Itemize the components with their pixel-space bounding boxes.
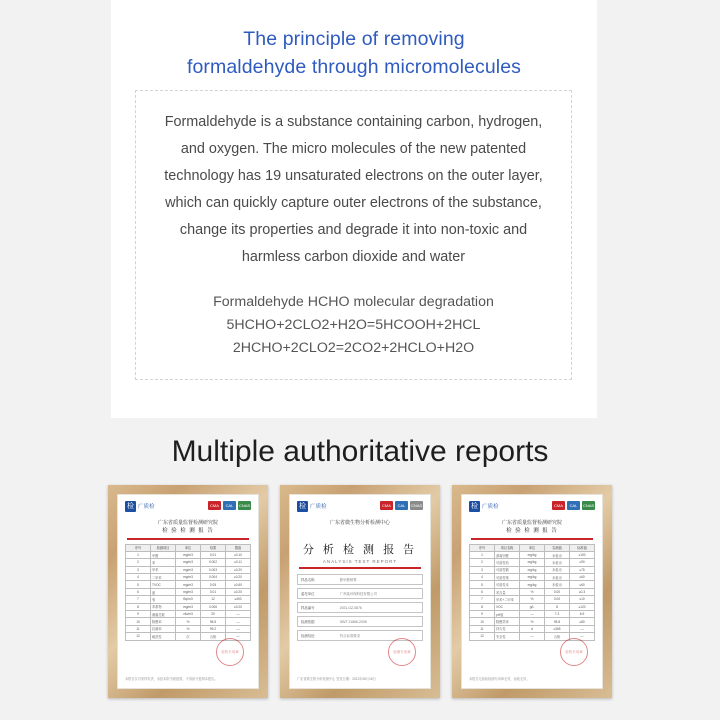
cell: mg/m3 <box>176 559 201 566</box>
cell: % <box>520 596 545 603</box>
cell: 8 <box>545 603 570 610</box>
cell: 5 <box>470 581 495 588</box>
table-row <box>470 581 595 588</box>
cell: 甲醛 <box>151 551 176 558</box>
cell: % <box>176 625 201 632</box>
cell: 0.01 <box>201 588 226 595</box>
badge-cma: CMA <box>208 501 221 510</box>
cell: 氨 <box>151 588 176 595</box>
cell: 8 <box>126 603 151 610</box>
table-row <box>470 618 595 625</box>
cell: 20 <box>201 611 226 618</box>
table-row <box>470 588 595 595</box>
cell: 11 <box>126 625 151 632</box>
cell: ≤90 <box>570 559 595 566</box>
cell: mg/kg <box>520 551 545 558</box>
certificate-footer: 本报告仅对来样负责，未经本院书面批准，不得部分复制本报告。 <box>125 677 218 681</box>
cell: 可溶性铬 <box>495 574 520 581</box>
badge-cma: CMA <box>552 501 565 510</box>
cell: 耐洗性 <box>151 633 176 640</box>
cell: 苯含量 <box>495 588 520 595</box>
table-row <box>126 618 251 625</box>
cell: 苯系物 <box>151 603 176 610</box>
institute-logo <box>297 501 327 512</box>
cell: 氡 <box>151 596 176 603</box>
cell: ≤60 <box>570 581 595 588</box>
reports-row <box>108 485 612 698</box>
cell: — <box>520 633 545 640</box>
cell: TVOC <box>151 581 176 588</box>
cell: mg/m3 <box>176 574 201 581</box>
cell: 菌落总数 <box>151 611 176 618</box>
cell: 10 <box>126 618 151 625</box>
cell: 0.05 <box>201 581 226 588</box>
table-row <box>126 551 251 558</box>
formula-heading: Formaldehyde HCHO molecular degradation <box>213 294 494 310</box>
divider-line <box>299 567 421 569</box>
table-header-row <box>470 544 595 551</box>
col-header: 实测值 <box>545 544 570 551</box>
info-blocks <box>297 574 423 641</box>
info-row <box>297 574 423 585</box>
formula-line-2: 2HCHO+2CLO2=2CO2+2HCLO+H2O <box>232 340 475 356</box>
principle-dashed-box <box>135 90 572 380</box>
col-header: 项目名称 <box>495 544 520 551</box>
badge-cma: CMA <box>380 501 393 510</box>
cell: ≤100 <box>570 551 595 558</box>
cell: 9 <box>470 611 495 618</box>
info-row <box>297 616 423 627</box>
certificate-3 <box>461 494 603 689</box>
cell: 95.8 <box>545 618 570 625</box>
cell: 二甲苯 <box>151 574 176 581</box>
principle-title-line1: The principle of removing <box>243 28 465 50</box>
cell: ≤0.11 <box>226 559 251 566</box>
certificate-title: 检 验 检 测 报 告 <box>506 528 558 534</box>
table-row <box>126 581 251 588</box>
table-row <box>470 574 595 581</box>
table-row <box>126 559 251 566</box>
cell: 3 <box>470 566 495 573</box>
institute-logo <box>469 501 499 512</box>
cell: 0.01 <box>201 551 226 558</box>
cell: 安全性 <box>495 633 520 640</box>
cell: 6-9 <box>570 611 595 618</box>
cell: Bq/m3 <box>176 596 201 603</box>
table-row <box>126 596 251 603</box>
cell: % <box>520 618 545 625</box>
cell: pH值 <box>495 611 520 618</box>
logo-text: 广质检 <box>310 503 327 510</box>
cell: 2 <box>470 559 495 566</box>
col-header: 单位 <box>176 544 201 551</box>
certificate-org: 广东省质量监督检测研究院 <box>501 520 562 526</box>
table-row <box>126 611 251 618</box>
cell: — <box>226 633 251 640</box>
principle-title-line2: formaldehyde through micromolecules <box>186 56 522 78</box>
info-label: 检测依据 <box>301 619 315 624</box>
cell: 0.003 <box>201 566 226 573</box>
official-stamp: 检验专用章 <box>216 638 244 666</box>
certificate-title: 检 验 检 测 报 告 <box>162 528 214 534</box>
col-header: 序号 <box>126 544 151 551</box>
accreditation-badges <box>208 501 251 510</box>
logo-mark-icon: 检 <box>299 503 306 510</box>
cell: 甲苯+二甲苯 <box>495 596 520 603</box>
cell: 11 <box>470 625 495 632</box>
cell: 游离甲醛 <box>495 551 520 558</box>
certificate-subtitle: ANALYSIS TEST REPORT <box>322 559 398 564</box>
cell: 可溶性汞 <box>495 581 520 588</box>
cell: 6 <box>470 588 495 595</box>
certificate-title: 分 析 检 测 报 告 <box>302 544 418 556</box>
table-row <box>470 603 595 610</box>
cell: 10 <box>470 618 495 625</box>
cell: 0.00 <box>545 588 570 595</box>
logo-mark-icon: 检 <box>127 503 134 510</box>
table-row <box>126 574 251 581</box>
info-row <box>297 602 423 613</box>
divider-line <box>127 538 249 540</box>
cell: 未检出 <box>545 551 570 558</box>
results-table <box>469 544 595 641</box>
cell: — <box>520 611 545 618</box>
accreditation-badges <box>380 501 423 510</box>
cell: 除醛效率 <box>495 618 520 625</box>
cell: 9 <box>126 611 151 618</box>
cell: % <box>520 588 545 595</box>
certificate-org: 广东省微生物分析检测中心 <box>329 520 390 526</box>
cell: mg/m3 <box>176 551 201 558</box>
col-header: 标准值 <box>570 544 595 551</box>
cell: ≤0.10 <box>226 551 251 558</box>
cell: 3 <box>126 566 151 573</box>
cell: mg/kg <box>520 566 545 573</box>
cell: 未检出 <box>545 581 570 588</box>
cell: mg/m3 <box>176 588 201 595</box>
cell: 5 <box>126 581 151 588</box>
cell: — <box>226 618 251 625</box>
cell: 甲苯 <box>151 566 176 573</box>
badge-cnas: CNAS <box>410 503 423 508</box>
cell: ≤10 <box>570 596 595 603</box>
col-header: 结果 <box>201 544 226 551</box>
formula-block <box>136 291 571 360</box>
cell: — <box>570 625 595 632</box>
cell: mg/m3 <box>176 603 201 610</box>
cell: mg/kg <box>520 559 545 566</box>
cell: 未检出 <box>545 559 570 566</box>
cell: 未检出 <box>545 566 570 573</box>
info-value: 广州某环保科技有限公司 <box>339 591 377 596</box>
cell: — <box>226 611 251 618</box>
badge-cal: CAL <box>223 501 236 510</box>
cell: mg/kg <box>520 574 545 581</box>
cell: ≤75 <box>570 566 595 573</box>
logo-text: 广质检 <box>138 503 155 510</box>
cell: 4 <box>126 574 151 581</box>
report-frame-2[interactable] <box>280 485 440 698</box>
cell: ≥365 <box>545 625 570 632</box>
cell: 0.00 <box>545 596 570 603</box>
cell: ≤60 <box>570 574 595 581</box>
cell: ≤0.3 <box>570 588 595 595</box>
principle-title <box>111 0 597 81</box>
cell: 持久性 <box>495 625 520 632</box>
divider-line <box>471 538 593 540</box>
cell: mg/kg <box>520 581 545 588</box>
principle-panel <box>111 0 597 418</box>
cell: cfu/m3 <box>176 611 201 618</box>
col-header: 限值 <box>226 544 251 551</box>
table-row <box>126 625 251 632</box>
certificate-footer: 本报告无检验检测专用章无效，涂改无效。 <box>469 677 530 681</box>
table-row <box>470 625 595 632</box>
col-header: 序号 <box>470 544 495 551</box>
certificate-org: 广东省质量监督检测研究院 <box>157 520 218 526</box>
official-stamp: 检测专用章 <box>388 638 416 666</box>
cell: 7 <box>470 596 495 603</box>
table-row <box>126 566 251 573</box>
cell: 8 <box>470 603 495 610</box>
cell: 99.2 <box>201 625 226 632</box>
cell: 可溶性铅 <box>495 559 520 566</box>
badge-cal: CAL <box>395 501 408 510</box>
cell: 12 <box>470 633 495 640</box>
report-frame-1[interactable] <box>108 485 268 698</box>
col-header: 检测项目 <box>151 544 176 551</box>
cell: 除醛率 <box>151 618 176 625</box>
cell: 1 <box>126 551 151 558</box>
cell: mg/m3 <box>176 566 201 573</box>
cell: — <box>570 633 595 640</box>
info-label: 委托单位 <box>301 591 315 596</box>
cell: 0.006 <box>201 603 226 610</box>
table-row <box>470 566 595 573</box>
accreditation-badges <box>552 501 595 510</box>
cell: 96.5 <box>201 618 226 625</box>
cell: 苯 <box>151 559 176 566</box>
table-row <box>470 551 595 558</box>
formula-line-1: 5HCHO+2CLO2+H2O=5HCOOH+2HCL <box>226 317 481 333</box>
info-value: 符合标准要求 <box>339 633 361 638</box>
badge-cal: CAL <box>567 501 580 510</box>
cell: 0.004 <box>201 574 226 581</box>
table-row <box>470 611 595 618</box>
cell: 次 <box>176 633 201 640</box>
cell: d <box>520 625 545 632</box>
cell: mg/m3 <box>176 581 201 588</box>
certificate-2 <box>289 494 431 689</box>
cell: 未检出 <box>545 574 570 581</box>
cell: ≤0.60 <box>226 581 251 588</box>
cell: 1 <box>470 551 495 558</box>
info-value: GB/T 21866-2008 <box>339 619 367 624</box>
info-value: 2021-GZ-0876 <box>339 605 362 610</box>
info-label: 样品名称 <box>301 577 315 582</box>
info-row <box>297 588 423 599</box>
cell: 0.002 <box>201 559 226 566</box>
cell: — <box>226 625 251 632</box>
official-stamp: 检验专用章 <box>560 638 588 666</box>
table-row <box>126 588 251 595</box>
cell: 可溶性镉 <box>495 566 520 573</box>
logo-mark-icon: 检 <box>471 503 478 510</box>
info-label: 样品编号 <box>301 605 315 610</box>
badge-cnas: CNAS <box>582 503 595 508</box>
cell: 12 <box>126 633 151 640</box>
cell: 2 <box>126 559 151 566</box>
certificate-footer: 广东省微生物分析检测中心 签发日期：2021年08月16日 <box>297 677 376 681</box>
table-header-row <box>126 544 251 551</box>
cell: 6 <box>126 588 151 595</box>
certificate-header <box>125 501 251 517</box>
table-row <box>470 559 595 566</box>
certificate-1 <box>117 494 259 689</box>
reports-heading: Multiple authoritative reports <box>171 435 549 468</box>
cell: ≤0.20 <box>226 566 251 573</box>
info-value: 除甲醛喷雾 <box>339 577 357 582</box>
cell: ≤0.20 <box>226 603 251 610</box>
table-row <box>470 596 595 603</box>
cell: ≤0.20 <box>226 588 251 595</box>
info-label: 检测结论 <box>301 633 315 638</box>
cell: VOC <box>495 603 520 610</box>
cell: 合格 <box>545 633 570 640</box>
cell: ≥80 <box>570 618 595 625</box>
principle-body-text: Formaldehyde is a substance containing carbon, hydrogen, and oxygen. The micro molecules of the new patented technology has 19 unsaturated electrons on the outer layer, which can quickly capture outer electrons of the substance, change its properties and degrade it into non-toxic and harmless carbon dioxide and water <box>164 114 543 265</box>
logo-text: 广质检 <box>482 503 499 510</box>
cell: 4 <box>470 574 495 581</box>
report-frame-3[interactable] <box>452 485 612 698</box>
certificate-header <box>297 501 423 517</box>
cell: 7 <box>126 596 151 603</box>
badge-cnas: CNAS <box>238 503 251 508</box>
institute-logo <box>125 501 155 512</box>
cell: 12 <box>201 596 226 603</box>
cell: 合格 <box>201 633 226 640</box>
col-header: 单位 <box>520 544 545 551</box>
cell: 7.2 <box>545 611 570 618</box>
cell: ≤0.20 <box>226 574 251 581</box>
table-row <box>126 603 251 610</box>
cell: ≤120 <box>570 603 595 610</box>
cell: g/L <box>520 603 545 610</box>
results-table <box>125 544 251 641</box>
cell: ≤400 <box>226 596 251 603</box>
certificate-header <box>469 501 595 517</box>
cell: 抗菌率 <box>151 625 176 632</box>
cell: % <box>176 618 201 625</box>
